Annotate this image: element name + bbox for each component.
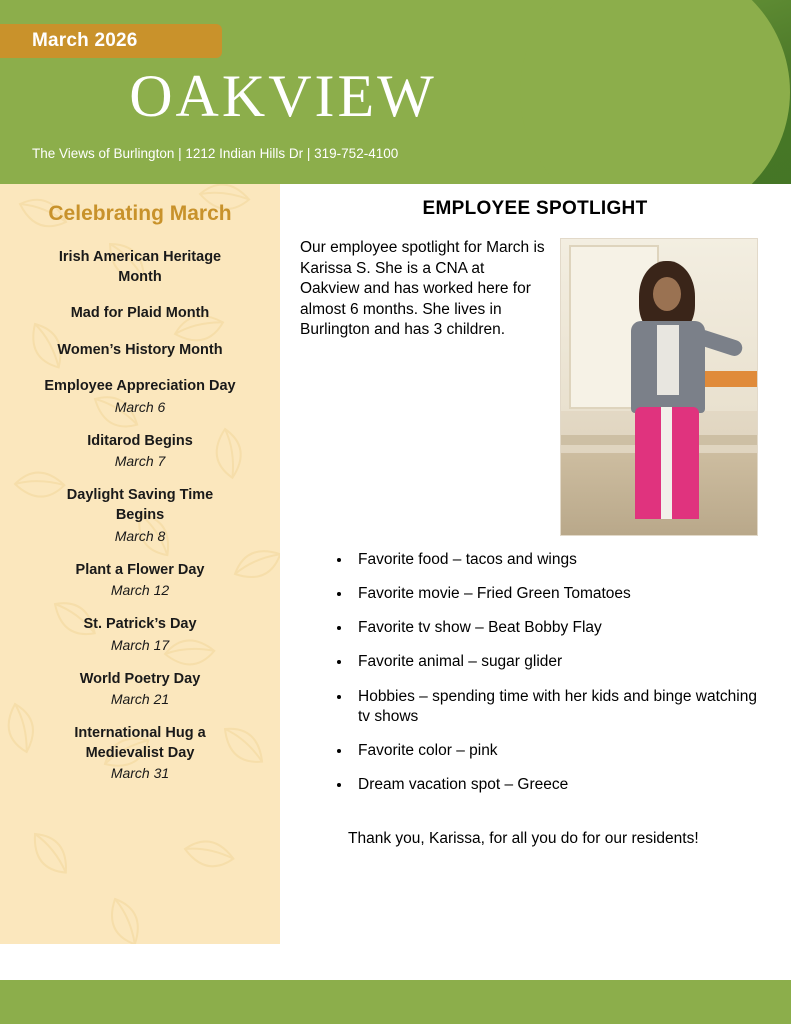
list-item: • Favorite movie – Fried Green Tomatoes (352, 584, 770, 604)
observance-name: Mad for Plaid Month (70, 305, 210, 322)
observance-name: Plant a Flower Day (75, 561, 205, 578)
closing-paragraph: Thank you, Karissa, for all you do for our residents! (348, 830, 699, 848)
observance-date: March 6 (114, 398, 166, 415)
employee-portrait-photo (560, 238, 758, 536)
list-item: • Favorite tv show – Beat Bobby Flay (352, 618, 770, 638)
issue-month-label: March 2026 (32, 30, 138, 51)
observance-name: Irish American Heritage Month (58, 249, 222, 285)
list-item: • Favorite animal – sugar glider (352, 652, 770, 672)
list-item (0, 432, 280, 470)
list-item: • Hobbies – spending time with her kids and binge watching tv shows (352, 687, 770, 727)
newsletter-footer (0, 974, 791, 1024)
footer-divider (0, 974, 791, 980)
list-item: • Dream vacation spot – Greece (352, 775, 770, 795)
list-item (0, 561, 280, 599)
list-item (0, 615, 280, 653)
observance-date: March 12 (110, 582, 170, 599)
observance-date: March 17 (110, 636, 170, 653)
observance-name: Iditarod Begins (87, 432, 193, 449)
observance-date: March 21 (110, 691, 170, 708)
list-item (0, 724, 280, 781)
list-item: • Favorite color – pink (352, 741, 770, 761)
observance-name: St. Patrick’s Day (83, 616, 197, 633)
observance-name: Employee Appreciation Day (44, 378, 236, 395)
observance-name: Daylight Saving Time Begins (66, 487, 214, 523)
sidebar-title: Celebrating March (48, 202, 232, 225)
employee-spotlight-section (300, 184, 770, 850)
celebrating-sidebar (0, 184, 280, 944)
list-item (0, 304, 280, 324)
list-item (0, 670, 280, 708)
employee-facts-list (300, 550, 770, 795)
newsletter-header (0, 0, 791, 184)
intro-paragraph: Our employee spotlight for March is Karissa S. She is a CNA at Oakview and has worked here for almost 6 months. She lives in Burlington and has 3 children. (300, 239, 545, 339)
observance-name: World Poetry Day (79, 670, 201, 687)
observance-name: Women’s History Month (57, 341, 223, 358)
list-item (0, 377, 280, 415)
issue-month-tab (0, 24, 222, 58)
observance-date: March 8 (114, 527, 166, 544)
intro-row (300, 238, 770, 536)
page-body (0, 184, 791, 974)
observance-name: International Hug a Medievalist Day (74, 725, 206, 761)
list-item (0, 341, 280, 361)
masthead-title: OAKVIEW (129, 63, 437, 129)
list-item (0, 486, 280, 543)
section-title: EMPLOYEE SPOTLIGHT (422, 198, 648, 219)
observance-date: March 31 (110, 765, 170, 782)
observance-date: March 7 (114, 453, 166, 470)
list-item (0, 248, 280, 287)
facility-address: The Views of Burlington | 1212 Indian Hills Dr | 319-752-4100 (32, 146, 399, 161)
list-item: • Favorite food – tacos and wings (352, 550, 770, 570)
